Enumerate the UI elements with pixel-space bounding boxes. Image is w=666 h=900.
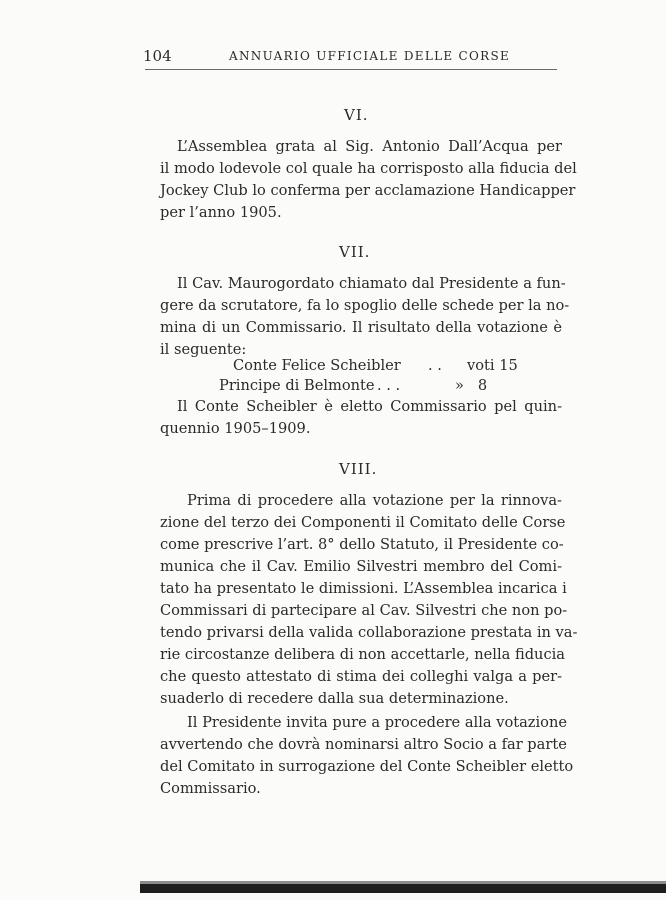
page-number: 104	[143, 47, 172, 65]
section-title-vii: VII.	[339, 243, 371, 261]
text-line: Prima di procedere alla votazione per la rinnova-	[187, 492, 562, 509]
text-line: rie circostanze delibera di non accettarle, nella fiducia	[160, 646, 565, 663]
text-line: gere da scrutatore, fa lo spoglio delle schede per la no-	[160, 297, 570, 314]
text-line: Il Presidente invita pure a procedere alla votazione	[187, 714, 567, 731]
text-line: avvertendo che dovrà nominarsi altro Socio a far parte	[160, 736, 567, 753]
page-bottom-edge	[140, 884, 666, 893]
text-line: L’Assemblea grata al Sig. Antonio Dall’Acqua per	[177, 138, 562, 155]
page-header	[143, 47, 560, 71]
text-line: che questo attestato di stima dei colleghi valga a per-	[160, 668, 562, 685]
vote-candidate: Principe di Belmonte	[219, 377, 375, 394]
text-line: tato ha presentato le dimissioni. L’Assemblea incarica i	[160, 580, 567, 597]
section-title-vi: VI.	[344, 106, 369, 124]
section-title-viii: VIII.	[339, 460, 378, 478]
text-line: suaderlo di recedere dalla sua determinazione.	[160, 690, 509, 707]
vote-count: » 8	[455, 377, 488, 394]
text-line: Il Conte Scheibler è eletto Commissario pel quin-	[177, 398, 562, 415]
text-line: mina di un Commissario. Il risultato della votazione è	[160, 319, 562, 336]
text-line: Il Cav. Maurogordato chiamato dal Presidente a fun-	[177, 275, 566, 292]
header-rule	[145, 69, 557, 70]
text-line: quennio 1905–1909.	[160, 420, 311, 437]
vote-count: voti 15	[467, 357, 518, 374]
text-line: il modo lodevole col quale ha corrisposto alla fiducia del	[160, 160, 577, 177]
vote-candidate: Conte Felice Scheibler	[233, 357, 401, 374]
text-line: zione del terzo dei Componenti il Comitato delle Corse	[160, 514, 566, 531]
running-title: ANNUARIO UFFICIALE DELLE CORSE	[229, 49, 511, 63]
text-line: come prescrive l’art. 8° dello Statuto, il Presidente co-	[160, 536, 564, 553]
vote-dots: . . .	[377, 377, 401, 394]
text-line: Commissario.	[160, 780, 261, 797]
vote-dots: . .	[428, 357, 442, 374]
text-line: il seguente:	[160, 341, 247, 358]
text-line: Jockey Club lo conferma per acclamazione Handicapper	[160, 182, 576, 199]
text-line: Commissari di partecipare al Cav. Silvestri che non po-	[160, 602, 568, 619]
text-line: tendo privarsi della valida collaborazione prestata in va-	[160, 624, 578, 641]
text-line: per l’anno 1905.	[160, 204, 282, 221]
text-line: del Comitato in surrogazione del Conte Scheibler eletto	[160, 758, 574, 775]
text-line: munica che il Cav. Emilio Silvestri membro del Comi-	[160, 558, 562, 575]
